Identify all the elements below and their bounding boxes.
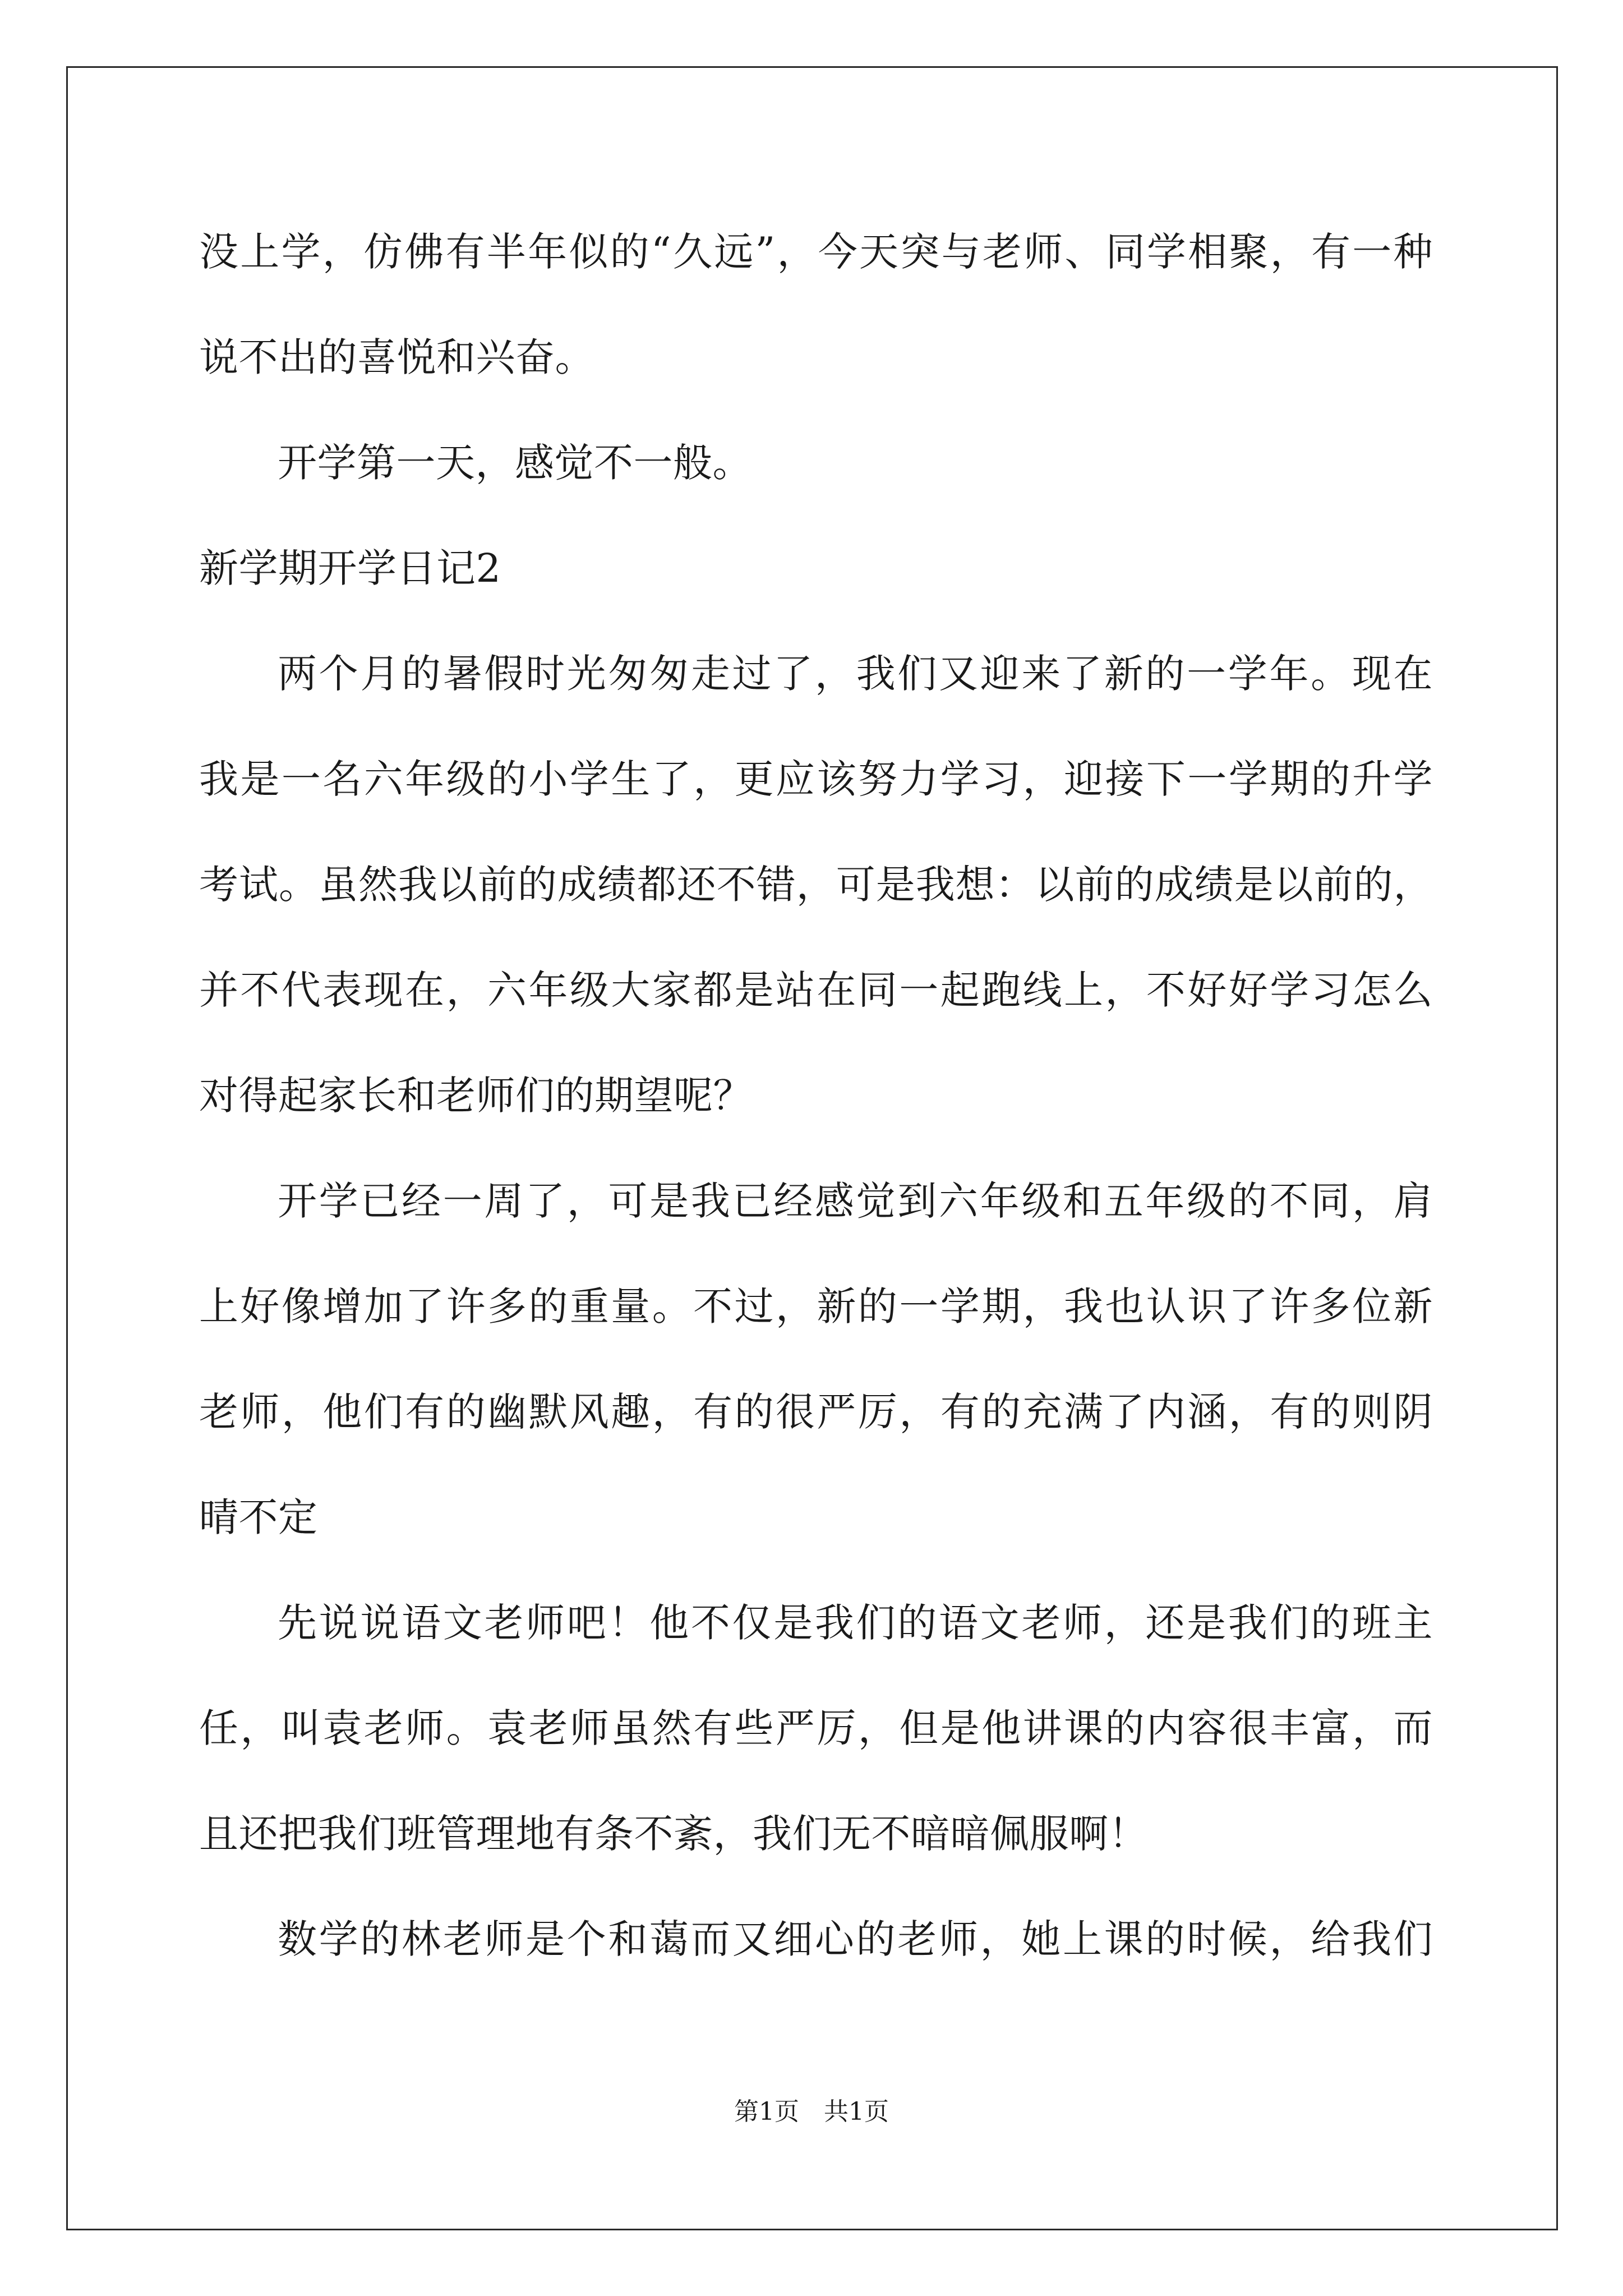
page-number-footer: 第1页 共1页: [734, 2097, 889, 2126]
text-line: 说不出的喜悦和兴奋。: [199, 334, 594, 380]
text-line: 数学的林老师是个和蔼而又细心的老师，她上课的时候，给我们: [278, 1916, 1433, 1962]
text-line: 任，叫袁老师。袁老师虽然有些严厉，但是他讲课的内容很丰富，而: [199, 1705, 1433, 1751]
section-heading: 新学期开学日记2: [199, 545, 501, 591]
text-line: 考试。虽然我以前的成绩都还不错，可是我想：以前的成绩是以前的，: [199, 862, 1433, 908]
text-line: 我是一名六年级的小学生了，更应该努力学习，迎接下一学期的升学: [199, 756, 1433, 802]
text-line: 晴不定: [199, 1494, 318, 1540]
text-line: 且还把我们班管理地有条不紊，我们无不暗暗佩服啊！: [199, 1811, 1148, 1857]
text-line: 先说说语文老师吧！他不仅是我们的语文老师，还是我们的班主: [278, 1600, 1433, 1646]
text-line: 两个月的暑假时光匆匆走过了，我们又迎来了新的一学年。现在: [278, 651, 1433, 697]
text-line: 没上学，仿佛有半年似的“久远”，今天突与老师、同学相聚，有一种: [199, 229, 1433, 275]
text-line: 上好像增加了许多的重量。不过，新的一学期，我也认识了许多位新: [199, 1283, 1433, 1329]
text-line: 老师，他们有的幽默风趣，有的很严厉，有的充满了内涵，有的则阴: [199, 1389, 1433, 1435]
document-body: [199, 199, 1433, 1992]
text-line: 并不代表现在，六年级大家都是站在同一起跑线上，不好好学习怎么: [199, 967, 1433, 1013]
text-line: 对得起家长和老师们的期望呢？: [199, 1073, 753, 1119]
text-line: 开学已经一周了，可是我已经感觉到六年级和五年级的不同，肩: [278, 1178, 1433, 1224]
text-line: 开学第一天，感觉不一般。: [278, 440, 752, 486]
